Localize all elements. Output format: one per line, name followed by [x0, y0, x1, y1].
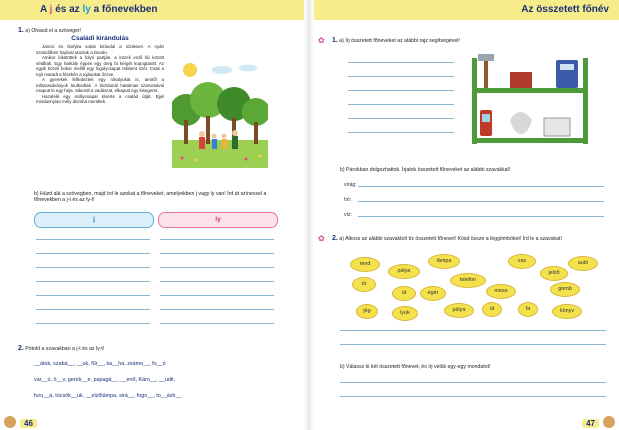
right-page-number: 47: [582, 419, 599, 428]
answer-line[interactable]: [348, 132, 454, 133]
flower-icon: ✿: [318, 36, 325, 45]
balloon-word[interactable]: pálya: [444, 303, 474, 318]
answer-line[interactable]: [36, 253, 150, 254]
header-a: A: [40, 4, 47, 15]
balloon-word[interactable]: pálya: [388, 264, 420, 279]
page-gutter: [304, 0, 314, 430]
owl-icon: [4, 416, 16, 428]
task1-a-instruction: a) Olvasd el a szöveget!: [25, 28, 81, 34]
bag-icon: [510, 112, 532, 134]
answer-line[interactable]: [36, 295, 150, 296]
ly-column-header: ly: [158, 212, 278, 228]
right-task1-number: 1.: [332, 37, 338, 44]
answer-line[interactable]: [340, 382, 606, 383]
answer-line[interactable]: [36, 281, 150, 282]
answer-line[interactable]: [160, 323, 274, 324]
answer-line[interactable]: [358, 201, 604, 202]
fill-row[interactable]: furu__a, tücsök__uk, __elzőlámpa, sirá__, fogo__, to__ásh__: [34, 393, 182, 399]
balloon-word[interactable]: telefon: [450, 273, 486, 288]
right-task1-a-text: a) Írj összetett főneveket az alábbi rajz segítségével!: [339, 38, 460, 44]
story-paragraph: A gyerekek felfedeztek egy rókalyukat is, amiről a tollmaradványok árulkodtak. A tisztásnál hatalmas szarvasával csapott le egy héja. Sikerült a vadászat, elkapott egy kisegeret.: [36, 77, 164, 93]
box-icon: [510, 72, 532, 88]
answer-line[interactable]: [358, 186, 604, 187]
balloon-word[interactable]: ör: [352, 277, 376, 292]
answer-line[interactable]: [160, 239, 274, 240]
answer-line[interactable]: [36, 267, 150, 268]
answer-line[interactable]: [36, 239, 150, 240]
left-header-band: [0, 0, 304, 20]
answer-line[interactable]: [160, 281, 274, 282]
header-rest: a főnevekben: [93, 4, 158, 15]
word-label-ho: hó:: [344, 197, 352, 203]
balloon-word[interactable]: jég: [356, 304, 378, 319]
answer-line[interactable]: [160, 309, 274, 310]
laptop-icon: [544, 118, 570, 136]
right-task1-b-instruction: b) Párokban dolgozhattok. Írjatok összetett főneveket az alábbi szavakkal!: [340, 167, 511, 173]
answer-line[interactable]: [348, 90, 454, 91]
balloon-word[interactable]: jelző: [540, 266, 568, 281]
balloon-word[interactable]: út: [482, 302, 502, 317]
balloon-word[interactable]: gomb: [550, 282, 580, 297]
answer-line[interactable]: [36, 323, 150, 324]
task1-number: 1.: [18, 27, 24, 34]
header-es: és az: [55, 4, 80, 15]
answer-line[interactable]: [340, 396, 606, 397]
answer-line[interactable]: [358, 216, 604, 217]
balloon-word[interactable]: egér: [420, 286, 446, 301]
story-paragraph: Hazafelé egy sirálycsapat kísérte a család útját. Ejjel mindannyian mély álomba merültek.: [36, 93, 164, 104]
right-task2-b-instruction: b) Válassz ki két összetett főnevet, és írj velük egy-egy mondatot!: [340, 364, 491, 370]
word-label-virag: virág:: [344, 182, 357, 188]
right-task2-number: 2.: [332, 235, 338, 242]
fill-row[interactable]: __átok, szabá__, __uk, fűr__, ka__ha, zsámo__, fo__ó: [34, 361, 166, 367]
answer-line[interactable]: [160, 295, 274, 296]
j-column-header: j: [34, 212, 154, 228]
sun-icon: [183, 63, 197, 77]
balloon-word[interactable]: könyv: [552, 304, 582, 319]
balloon-word[interactable]: lyuk: [392, 306, 418, 321]
answer-line[interactable]: [348, 118, 454, 119]
answer-line[interactable]: [340, 330, 606, 331]
balloon-word[interactable]: lámpa: [428, 254, 460, 269]
story-paragraph: Amikor kikötöttek a folyó partján, a közeli erdő fái között sétáltak. Egy harkály éppen egy öreg fa kérgét kopogtatott. Az egyik közeli bokor mellől egy fogolycsapat rebbent szét. Csak a tojó maradt a fészkén a tojásokat őrizve.: [36, 55, 164, 77]
balloon-word[interactable]: mese: [486, 284, 516, 299]
answer-line[interactable]: [348, 104, 454, 105]
answer-line[interactable]: [160, 253, 274, 254]
family-hike-illustration: [172, 60, 268, 168]
task1-b-instruction: b) Húzd alá a szövegben, majd írd le azokat a főneveket, amelyekben j vagy ly van! Írd át színessel a főnevekben a j-t és az ly-t!: [34, 191, 267, 204]
mobile-phone-icon: [480, 110, 492, 136]
balloon-word[interactable]: út: [392, 286, 416, 301]
owl-icon: [603, 416, 615, 428]
task2-instruction: Pótold a szavakban a j-t és az ly-t!: [25, 346, 105, 352]
right-task2-heading: [332, 236, 612, 242]
left-page-number: 46: [20, 419, 37, 428]
task2-number: 2.: [18, 345, 24, 352]
balloon-word[interactable]: fa: [518, 302, 538, 317]
fill-row[interactable]: var__ú, ö__v, gereb__e, papagá__, __enő, Káro__, __udit,: [34, 377, 176, 383]
left-header-title: [40, 4, 158, 15]
cloud-icon: [212, 66, 232, 74]
task2-heading: [18, 346, 104, 352]
story-paragraph: Jancsi és Ibolyka sokat kirándul a szüleivel. A nyári szünidőben hajóval utaztak a Dunán.: [36, 44, 164, 55]
flower-icon: ✿: [318, 234, 325, 243]
right-header-title: Az összetett főnév: [521, 4, 609, 15]
meadow: [172, 140, 268, 168]
right-header-band: [314, 0, 619, 20]
balloon-word[interactable]: rend: [350, 257, 380, 272]
header-ly: ly: [82, 4, 91, 15]
balloon-word[interactable]: vas: [508, 254, 536, 269]
story-text: [36, 44, 164, 105]
answer-line[interactable]: [348, 62, 454, 63]
answer-line[interactable]: [160, 267, 274, 268]
answer-line[interactable]: [340, 344, 606, 345]
cloud-icon: [239, 65, 257, 72]
right-task1-a-instruction: [332, 38, 602, 44]
task1-heading: [18, 28, 81, 34]
answer-line[interactable]: [36, 309, 150, 310]
header-j: j: [49, 4, 53, 15]
shelf-illustration: [470, 50, 590, 146]
answer-line[interactable]: [348, 76, 454, 77]
right-task2-a-text: a) Alkoss az alábbi szavakból tíz összetett főnevet! Kösd össze a léggömböket! Írd le a szavakat!: [339, 236, 562, 242]
word-label-viz: víz:: [344, 212, 353, 218]
balloon-word[interactable]: autó: [568, 256, 598, 271]
story-title: Családi kirándulás: [71, 35, 129, 42]
